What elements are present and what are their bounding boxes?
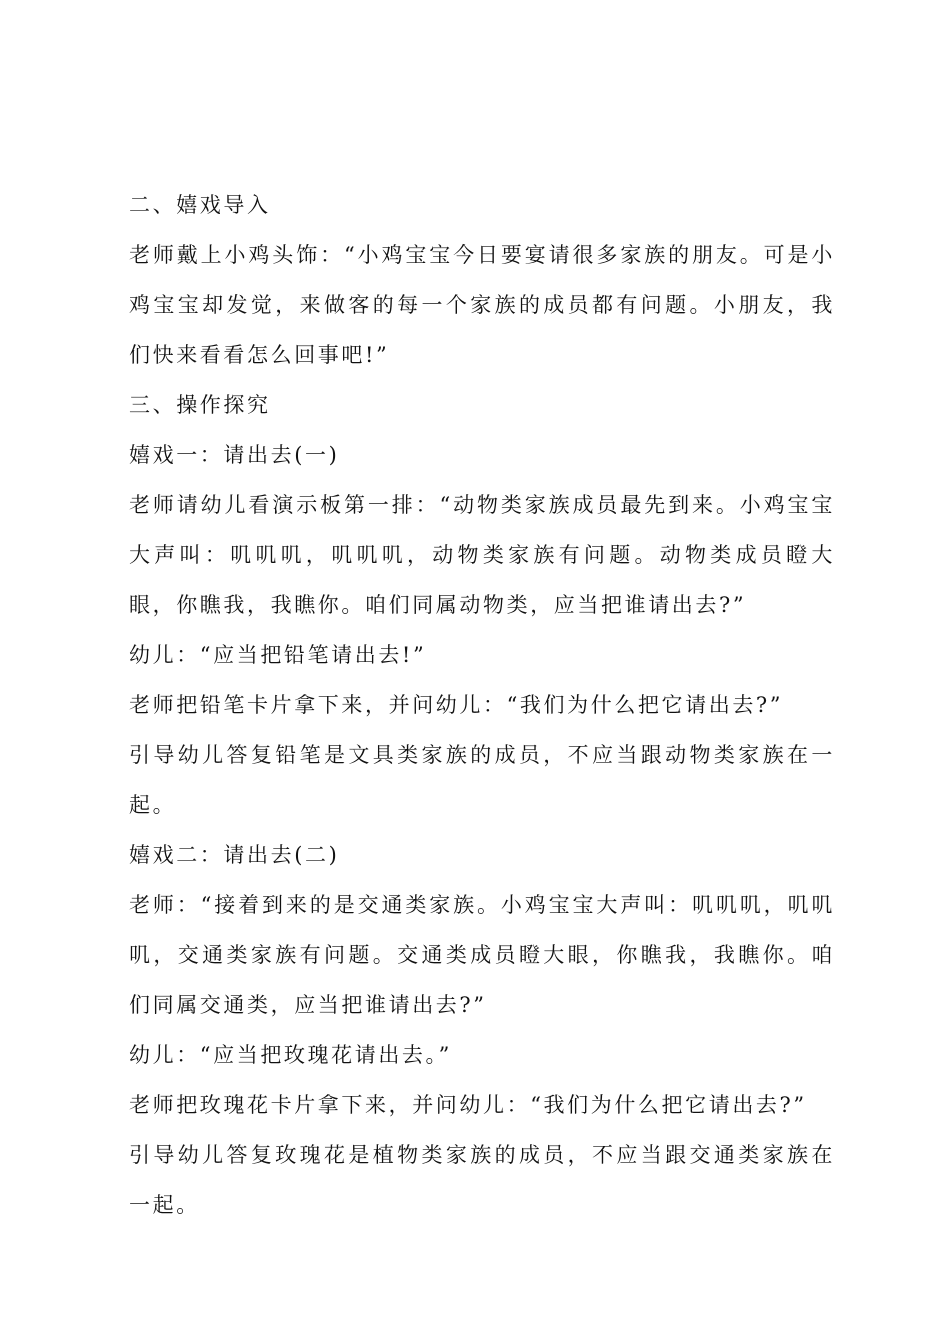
section-heading-operation-explore: 三、操作探究 xyxy=(129,393,271,417)
paragraph-game-two-guide: 引导幼儿答复玫瑰花是植物类家族的成员，不应当跟交通类家族在一起。 xyxy=(129,1143,835,1217)
paragraph-game-one-question: 老师把铅笔卡片拿下来，并问幼儿：“我们为什么把它请出去?” xyxy=(129,693,784,717)
paragraph-game-one-teacher: 老师请幼儿看演示板第一排：“动物类家族成员最先到来。小鸡宝宝大声叫：叽叽叽，叽叽叽，动物类家族有问题。动物类成员瞪大眼，你瞧我，我瞧你。咱们同属动物类，应当把谁请出去?” xyxy=(129,493,835,617)
paragraph-game-one-child: 幼儿：“应当把铅笔请出去!” xyxy=(129,643,427,667)
paragraph-teacher-intro: 老师戴上小鸡头饰：“小鸡宝宝今日要宴请很多家族的朋友。可是小鸡宝宝却发觉，来做客的每一个家族的成员都有问题。小朋友，我们快来看看怎么回事吧!” xyxy=(129,243,835,367)
paragraph-game-two-teacher: 老师：“接着到来的是交通类家族。小鸡宝宝大声叫：叽叽叽，叽叽叽，交通类家族有问题。交通类成员瞪大眼，你瞧我，我瞧你。咱们同属交通类，应当把谁请出去?” xyxy=(129,893,835,1017)
paragraph-game-one-guide: 引导幼儿答复铅笔是文具类家族的成员，不应当跟动物类家族在一起。 xyxy=(129,743,835,817)
paragraph-game-two-child: 幼儿：“应当把玫瑰花请出去。” xyxy=(129,1043,452,1067)
subheading-game-one: 嬉戏一：请出去(一) xyxy=(129,443,340,467)
paragraph-game-two-question: 老师把玫瑰花卡片拿下来，并问幼儿：“我们为什么把它请出去?” xyxy=(129,1093,807,1117)
section-heading-game-intro: 二、嬉戏导入 xyxy=(129,193,271,217)
document-body xyxy=(129,180,835,1230)
subheading-game-two: 嬉戏二：请出去(二) xyxy=(129,843,340,867)
